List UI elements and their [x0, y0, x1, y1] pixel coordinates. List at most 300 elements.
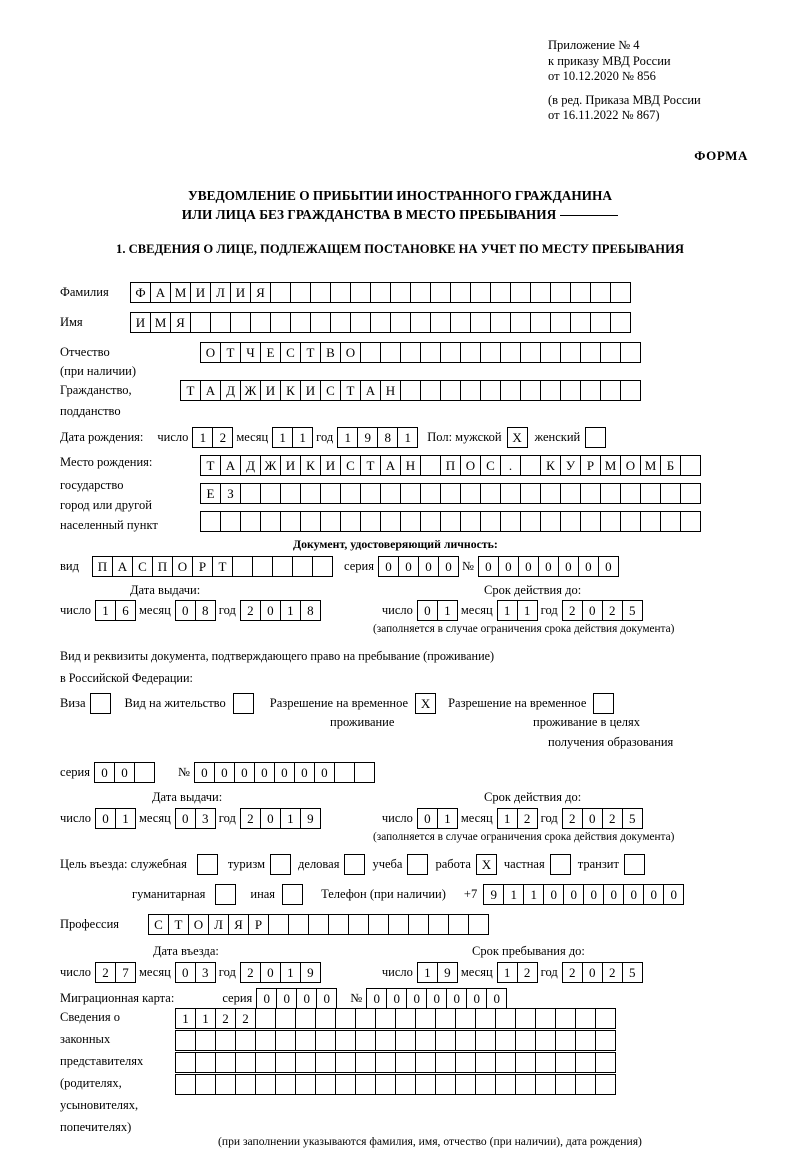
cell[interactable]: И	[190, 282, 211, 303]
cell[interactable]	[600, 380, 621, 401]
cell[interactable]: 0	[316, 988, 337, 1009]
cell[interactable]: 0	[175, 808, 196, 829]
cell[interactable]	[360, 342, 381, 363]
purpose-work-checkbox[interactable]: X	[476, 854, 497, 875]
cell[interactable]: 5	[622, 962, 643, 983]
cell[interactable]	[560, 511, 581, 532]
cell[interactable]	[315, 1052, 336, 1073]
cell[interactable]	[410, 312, 431, 333]
cell[interactable]	[420, 511, 441, 532]
cell[interactable]: 0	[417, 600, 438, 621]
cell[interactable]: 0	[466, 988, 487, 1009]
cell[interactable]: Т	[360, 455, 381, 476]
cell[interactable]	[580, 511, 601, 532]
cell[interactable]: С	[148, 914, 169, 935]
cell[interactable]	[240, 511, 261, 532]
cell[interactable]: В	[320, 342, 341, 363]
cell[interactable]	[270, 312, 291, 333]
cell[interactable]	[290, 312, 311, 333]
cell[interactable]: 0	[314, 762, 335, 783]
residence-permit-checkbox[interactable]	[233, 693, 254, 714]
name-input[interactable]	[130, 312, 630, 333]
cell[interactable]	[315, 1030, 336, 1051]
cell[interactable]	[370, 312, 391, 333]
cell[interactable]: 2	[602, 808, 623, 829]
cell[interactable]: 2	[517, 962, 538, 983]
cell[interactable]	[500, 342, 521, 363]
cell[interactable]	[235, 1030, 256, 1051]
cell[interactable]	[435, 1030, 456, 1051]
cell[interactable]	[680, 455, 701, 476]
cell[interactable]: 1	[195, 1008, 216, 1029]
cell[interactable]	[272, 556, 293, 577]
cell[interactable]: 2	[602, 962, 623, 983]
cell[interactable]	[175, 1052, 196, 1073]
cell[interactable]: 0	[256, 988, 277, 1009]
cell[interactable]	[380, 483, 401, 504]
cell[interactable]	[330, 312, 351, 333]
cell[interactable]	[320, 511, 341, 532]
cell[interactable]	[575, 1052, 596, 1073]
cell[interactable]	[328, 914, 349, 935]
cell[interactable]	[535, 1030, 556, 1051]
cell[interactable]	[490, 282, 511, 303]
cell[interactable]	[355, 1008, 376, 1029]
cell[interactable]	[330, 282, 351, 303]
cell[interactable]	[310, 282, 331, 303]
purpose-service-checkbox[interactable]	[197, 854, 218, 875]
cell[interactable]	[555, 1030, 576, 1051]
cell[interactable]: У	[560, 455, 581, 476]
cell[interactable]	[308, 914, 329, 935]
cell[interactable]: 0	[582, 962, 603, 983]
cell[interactable]	[390, 282, 411, 303]
cell[interactable]	[535, 1008, 556, 1029]
cell[interactable]: 0	[578, 556, 599, 577]
cell[interactable]	[295, 1052, 316, 1073]
cell[interactable]: 0	[663, 884, 684, 905]
cell[interactable]: 0	[386, 988, 407, 1009]
cell[interactable]	[590, 312, 611, 333]
birthplace-input-line-2[interactable]	[200, 483, 700, 504]
entry-year-input[interactable]	[240, 962, 320, 983]
cell[interactable]	[560, 342, 581, 363]
cell[interactable]	[480, 380, 501, 401]
cell[interactable]	[680, 483, 701, 504]
cell[interactable]: Т	[200, 455, 221, 476]
issue-day-input[interactable]	[95, 600, 135, 621]
permit-series-input[interactable]	[94, 762, 154, 783]
cell[interactable]: П	[152, 556, 173, 577]
cell[interactable]	[555, 1008, 576, 1029]
doc-kind-input[interactable]	[92, 556, 332, 577]
cell[interactable]: 0	[234, 762, 255, 783]
cell[interactable]: С	[132, 556, 153, 577]
cell[interactable]	[300, 483, 321, 504]
issue-month-input[interactable]	[175, 600, 215, 621]
cell[interactable]	[428, 914, 449, 935]
cell[interactable]: Р	[248, 914, 269, 935]
cell[interactable]: 0	[366, 988, 387, 1009]
cell[interactable]: И	[230, 282, 251, 303]
cell[interactable]	[435, 1074, 456, 1095]
cell[interactable]: 0	[426, 988, 447, 1009]
cell[interactable]	[195, 1030, 216, 1051]
purpose-humanitarian-checkbox[interactable]	[215, 884, 236, 905]
temp-residence-checkbox[interactable]: X	[415, 693, 436, 714]
cell[interactable]	[520, 511, 541, 532]
cell[interactable]: И	[130, 312, 151, 333]
cell[interactable]: Ж	[240, 380, 261, 401]
cell[interactable]	[575, 1074, 596, 1095]
cell[interactable]	[540, 511, 561, 532]
cell[interactable]	[280, 511, 301, 532]
purpose-transit-checkbox[interactable]	[624, 854, 645, 875]
cell[interactable]	[255, 1074, 276, 1095]
cell[interactable]: О	[172, 556, 193, 577]
cell[interactable]	[500, 511, 521, 532]
stay-month-input[interactable]	[497, 962, 537, 983]
cell[interactable]	[620, 380, 641, 401]
legal-rep-input-line-3[interactable]	[175, 1052, 615, 1073]
cell[interactable]	[500, 483, 521, 504]
cell[interactable]	[510, 312, 531, 333]
cell[interactable]: 1	[115, 808, 136, 829]
cell[interactable]	[420, 483, 441, 504]
cell[interactable]	[440, 511, 461, 532]
surname-input[interactable]	[130, 282, 630, 303]
cell[interactable]	[252, 556, 273, 577]
cell[interactable]	[375, 1030, 396, 1051]
cell[interactable]: Ч	[240, 342, 261, 363]
cell[interactable]	[440, 342, 461, 363]
cell[interactable]: 0	[498, 556, 519, 577]
cell[interactable]	[340, 511, 361, 532]
cell[interactable]	[280, 483, 301, 504]
valid-month-input[interactable]	[497, 600, 537, 621]
cell[interactable]	[590, 282, 611, 303]
cell[interactable]: 2	[562, 808, 583, 829]
cell[interactable]: 0	[438, 556, 459, 577]
cell[interactable]	[334, 762, 355, 783]
cell[interactable]: 2	[562, 600, 583, 621]
cell[interactable]	[255, 1030, 276, 1051]
cell[interactable]	[475, 1008, 496, 1029]
cell[interactable]: О	[620, 455, 641, 476]
cell[interactable]	[350, 312, 371, 333]
cell[interactable]	[360, 511, 381, 532]
birthplace-input-line-3[interactable]	[200, 511, 700, 532]
cell[interactable]: 1	[437, 600, 458, 621]
cell[interactable]	[410, 282, 431, 303]
cell[interactable]	[475, 1052, 496, 1073]
cell[interactable]: 0	[486, 988, 507, 1009]
migration-series-input[interactable]	[256, 988, 336, 1009]
cell[interactable]	[475, 1030, 496, 1051]
cell[interactable]: С	[340, 455, 361, 476]
cell[interactable]	[415, 1008, 436, 1029]
cell[interactable]	[275, 1030, 296, 1051]
purpose-business-checkbox[interactable]	[344, 854, 365, 875]
cell[interactable]	[600, 511, 621, 532]
patronymic-input[interactable]	[200, 342, 640, 363]
doc-series-input[interactable]	[378, 556, 458, 577]
cell[interactable]	[240, 483, 261, 504]
cell[interactable]	[420, 380, 441, 401]
purpose-tourism-checkbox[interactable]	[270, 854, 291, 875]
cell[interactable]	[555, 1052, 576, 1073]
cell[interactable]: Я	[228, 914, 249, 935]
cell[interactable]	[660, 511, 681, 532]
cell[interactable]: М	[640, 455, 661, 476]
cell[interactable]	[440, 483, 461, 504]
cell[interactable]	[535, 1074, 556, 1095]
cell[interactable]	[415, 1074, 436, 1095]
cell[interactable]	[455, 1052, 476, 1073]
cell[interactable]	[510, 282, 531, 303]
cell[interactable]	[315, 1008, 336, 1029]
cell[interactable]	[595, 1030, 616, 1051]
cell[interactable]: 8	[377, 427, 398, 448]
cell[interactable]	[235, 1074, 256, 1095]
cell[interactable]: 2	[215, 1008, 236, 1029]
cell[interactable]: О	[340, 342, 361, 363]
cell[interactable]: Л	[208, 914, 229, 935]
cell[interactable]	[175, 1074, 196, 1095]
cell[interactable]	[480, 483, 501, 504]
cell[interactable]	[235, 1052, 256, 1073]
cell[interactable]: 0	[94, 762, 115, 783]
cell[interactable]	[335, 1074, 356, 1095]
cell[interactable]: И	[280, 455, 301, 476]
cell[interactable]: 8	[195, 600, 216, 621]
cell[interactable]: 0	[582, 600, 603, 621]
cell[interactable]	[354, 762, 375, 783]
cell[interactable]: 9	[300, 808, 321, 829]
citizenship-input[interactable]	[180, 380, 640, 401]
sex-male-checkbox[interactable]: X	[507, 427, 528, 448]
cell[interactable]	[355, 1030, 376, 1051]
cell[interactable]: Т	[168, 914, 189, 935]
cell[interactable]	[460, 483, 481, 504]
cell[interactable]	[455, 1030, 476, 1051]
cell[interactable]	[595, 1008, 616, 1029]
cell[interactable]	[575, 1008, 596, 1029]
cell[interactable]: 0	[254, 762, 275, 783]
cell[interactable]	[270, 282, 291, 303]
cell[interactable]	[340, 483, 361, 504]
legal-rep-input-line-4[interactable]	[175, 1074, 615, 1095]
cell[interactable]	[310, 312, 331, 333]
purpose-private-checkbox[interactable]	[550, 854, 571, 875]
cell[interactable]	[210, 312, 231, 333]
cell[interactable]	[600, 342, 621, 363]
cell[interactable]	[495, 1074, 516, 1095]
cell[interactable]	[415, 1030, 436, 1051]
cell[interactable]	[232, 556, 253, 577]
cell[interactable]: 2	[240, 962, 261, 983]
valid-day-input[interactable]	[417, 600, 457, 621]
cell[interactable]	[595, 1052, 616, 1073]
cell[interactable]: 1	[175, 1008, 196, 1029]
cell[interactable]: 0	[418, 556, 439, 577]
cell[interactable]: К	[300, 455, 321, 476]
cell[interactable]	[540, 483, 561, 504]
cell[interactable]: 0	[563, 884, 584, 905]
cell[interactable]	[470, 312, 491, 333]
cell[interactable]: 1	[497, 808, 518, 829]
cell[interactable]	[408, 914, 429, 935]
cell[interactable]	[468, 914, 489, 935]
cell[interactable]: Т	[180, 380, 201, 401]
cell[interactable]: К	[280, 380, 301, 401]
cell[interactable]: 0	[175, 962, 196, 983]
cell[interactable]: Н	[400, 455, 421, 476]
cell[interactable]	[450, 282, 471, 303]
cell[interactable]	[620, 342, 641, 363]
cell[interactable]	[610, 282, 631, 303]
cell[interactable]	[515, 1030, 536, 1051]
cell[interactable]: Р	[192, 556, 213, 577]
cell[interactable]: А	[112, 556, 133, 577]
permit-number-input[interactable]	[194, 762, 374, 783]
cell[interactable]	[535, 1052, 556, 1073]
cell[interactable]: 0	[294, 762, 315, 783]
cell[interactable]	[268, 914, 289, 935]
permit-valid-month-input[interactable]	[497, 808, 537, 829]
cell[interactable]	[260, 511, 281, 532]
cell[interactable]: Л	[210, 282, 231, 303]
cell[interactable]: 0	[582, 808, 603, 829]
cell[interactable]	[275, 1008, 296, 1029]
cell[interactable]	[320, 483, 341, 504]
cell[interactable]: О	[460, 455, 481, 476]
cell[interactable]: 2	[240, 600, 261, 621]
legal-rep-input-line-1[interactable]	[175, 1008, 615, 1029]
cell[interactable]: 0	[260, 600, 281, 621]
cell[interactable]	[395, 1030, 416, 1051]
cell[interactable]	[275, 1074, 296, 1095]
cell[interactable]: И	[320, 455, 341, 476]
cell[interactable]: О	[200, 342, 221, 363]
cell[interactable]	[295, 1008, 316, 1029]
purpose-other-checkbox[interactable]	[282, 884, 303, 905]
cell[interactable]: 0	[276, 988, 297, 1009]
cell[interactable]	[500, 380, 521, 401]
cell[interactable]: 1	[417, 962, 438, 983]
cell[interactable]	[448, 914, 469, 935]
cell[interactable]: 0	[175, 600, 196, 621]
cell[interactable]	[640, 483, 661, 504]
cell[interactable]	[368, 914, 389, 935]
cell[interactable]: 0	[598, 556, 619, 577]
cell[interactable]: Т	[340, 380, 361, 401]
cell[interactable]: 0	[214, 762, 235, 783]
cell[interactable]: 9	[357, 427, 378, 448]
cell[interactable]: 0	[406, 988, 427, 1009]
cell[interactable]	[260, 483, 281, 504]
cell[interactable]	[220, 511, 241, 532]
migration-number-input[interactable]	[366, 988, 506, 1009]
edu-residence-checkbox[interactable]	[593, 693, 614, 714]
cell[interactable]: 2	[517, 808, 538, 829]
cell[interactable]: С	[280, 342, 301, 363]
cell[interactable]: Р	[580, 455, 601, 476]
cell[interactable]	[570, 282, 591, 303]
cell[interactable]	[380, 342, 401, 363]
cell[interactable]	[430, 312, 451, 333]
permit-valid-day-input[interactable]	[417, 808, 457, 829]
cell[interactable]	[640, 511, 661, 532]
cell[interactable]	[455, 1008, 476, 1029]
cell[interactable]: И	[300, 380, 321, 401]
sex-female-checkbox[interactable]	[585, 427, 606, 448]
cell[interactable]: 0	[623, 884, 644, 905]
cell[interactable]: 3	[195, 808, 216, 829]
cell[interactable]	[375, 1074, 396, 1095]
cell[interactable]	[475, 1074, 496, 1095]
cell[interactable]: 2	[95, 962, 116, 983]
cell[interactable]	[515, 1052, 536, 1073]
cell[interactable]: 0	[260, 808, 281, 829]
cell[interactable]	[495, 1052, 516, 1073]
cell[interactable]: 2	[562, 962, 583, 983]
cell[interactable]: 0	[296, 988, 317, 1009]
cell[interactable]	[575, 1030, 596, 1051]
permit-issue-year-input[interactable]	[240, 808, 320, 829]
cell[interactable]	[400, 380, 421, 401]
visa-checkbox[interactable]	[90, 693, 111, 714]
cell[interactable]	[610, 312, 631, 333]
cell[interactable]	[395, 1008, 416, 1029]
cell[interactable]: 1	[517, 600, 538, 621]
cell[interactable]	[290, 282, 311, 303]
cell[interactable]	[495, 1030, 516, 1051]
profession-input[interactable]	[148, 914, 488, 935]
cell[interactable]	[420, 455, 441, 476]
cell[interactable]	[560, 483, 581, 504]
cell[interactable]	[390, 312, 411, 333]
cell[interactable]	[460, 342, 481, 363]
cell[interactable]: 1	[503, 884, 524, 905]
cell[interactable]	[570, 312, 591, 333]
cell[interactable]: 0	[446, 988, 467, 1009]
cell[interactable]: Ф	[130, 282, 151, 303]
cell[interactable]	[455, 1074, 476, 1095]
cell[interactable]	[230, 312, 251, 333]
cell[interactable]	[288, 914, 309, 935]
cell[interactable]	[600, 483, 621, 504]
cell[interactable]	[200, 511, 221, 532]
cell[interactable]: Д	[240, 455, 261, 476]
cell[interactable]: О	[188, 914, 209, 935]
stay-year-input[interactable]	[562, 962, 642, 983]
cell[interactable]: П	[92, 556, 113, 577]
cell[interactable]: 5	[622, 808, 643, 829]
cell[interactable]: Т	[300, 342, 321, 363]
cell[interactable]: 0	[538, 556, 559, 577]
cell[interactable]: 1	[95, 600, 116, 621]
cell[interactable]: Я	[250, 282, 271, 303]
cell[interactable]: 0	[543, 884, 564, 905]
cell[interactable]: 1	[497, 600, 518, 621]
cell[interactable]	[580, 483, 601, 504]
cell[interactable]	[250, 312, 271, 333]
cell[interactable]	[620, 483, 641, 504]
cell[interactable]	[520, 342, 541, 363]
cell[interactable]	[660, 483, 681, 504]
cell[interactable]: 6	[115, 600, 136, 621]
